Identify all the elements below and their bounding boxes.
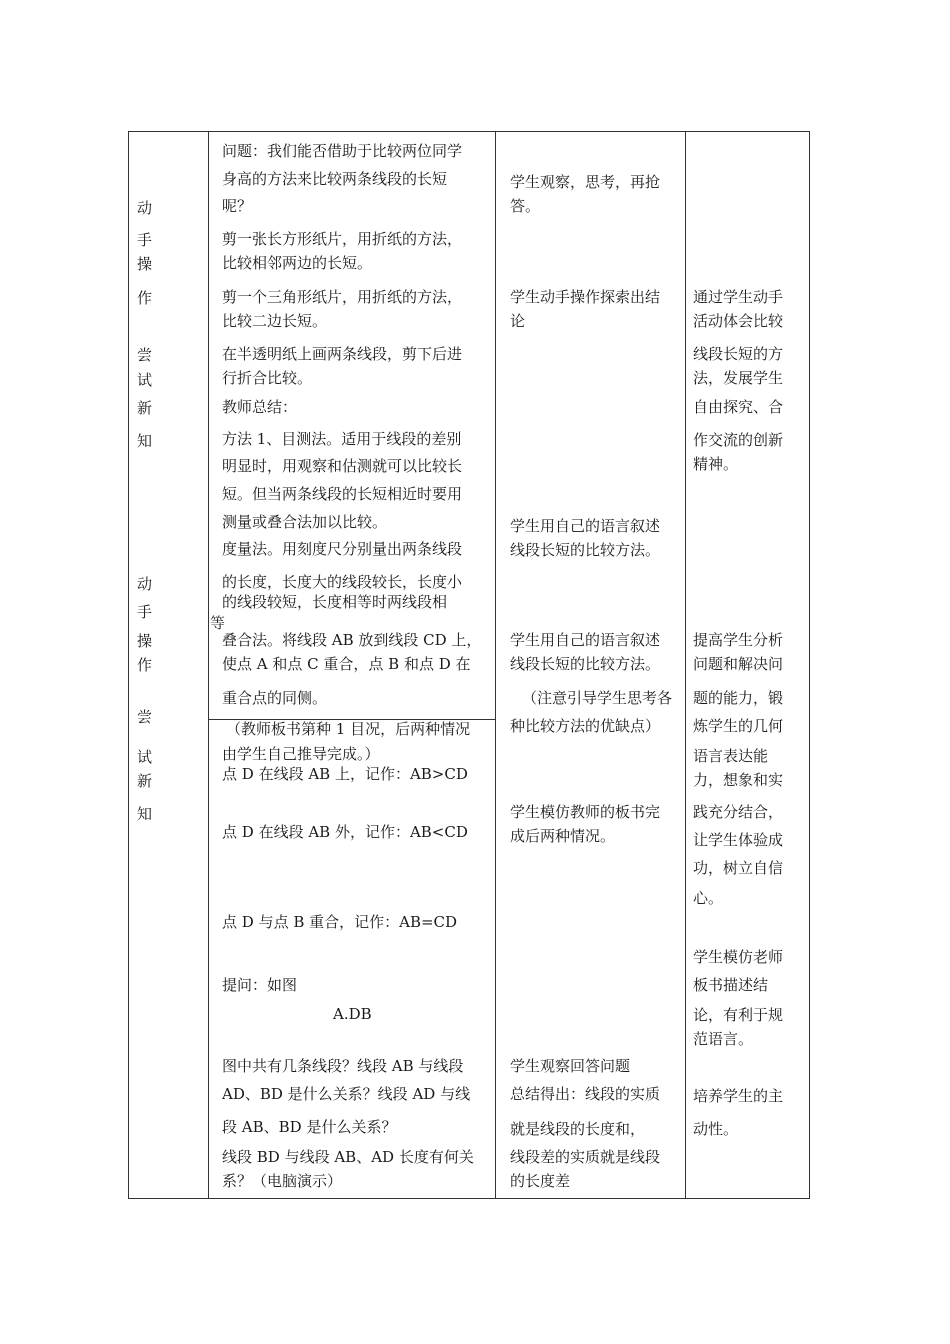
intent-line: 炼学生的几何: [693, 717, 784, 735]
content-line: 短。但当两条线段的长短相近时要用: [222, 485, 463, 503]
table-border-left: [128, 131, 129, 1199]
content-line: 系？（电脑演示）: [222, 1172, 343, 1190]
intent-line: 板书描述结: [693, 976, 769, 994]
student-line: 线段差的实质就是线段: [510, 1148, 661, 1166]
student-line: （注意引导学生思考各: [522, 689, 673, 707]
content-line: 提问：如图: [222, 976, 298, 994]
content-line: 明显时，用观察和估测就可以比较长: [222, 457, 463, 475]
content-line: AD、BD 是什么关系？线段 AD 与线: [222, 1085, 471, 1103]
intent-line: 活动体会比较: [693, 312, 784, 330]
content-line: 点 D 在线段 AB 外，记作：AB<CD: [222, 823, 468, 841]
section-label-char: 试: [137, 371, 153, 389]
intent-line: 提高学生分析: [693, 631, 784, 649]
section-label-char: 手: [137, 231, 153, 249]
intent-line: 精神。: [693, 455, 739, 473]
content-line: 呢？: [222, 197, 253, 215]
intent-line: 语言表达能: [693, 747, 769, 765]
student-line: 答。: [510, 197, 541, 215]
intent-line: 践充分结合，: [693, 803, 784, 821]
student-line: 学生动手操作探索出结: [510, 288, 661, 306]
content-line: 由学生自己推导完成。）: [222, 745, 380, 763]
student-line: 学生模仿教师的板书完: [510, 803, 661, 821]
section-label-char: 知: [137, 432, 153, 450]
content-line-clipped-text: 等: [210, 614, 226, 632]
student-line: 总结得出：线段的实质: [510, 1085, 661, 1103]
intent-line: 作交流的创新: [693, 431, 784, 449]
intent-line: 范语言。: [693, 1030, 754, 1048]
section-label-char: 尝: [137, 346, 153, 364]
intent-line: 心。: [693, 889, 724, 907]
student-line: 学生用自己的语言叙述: [510, 631, 661, 649]
section-label-char: 手: [137, 603, 153, 621]
content-line: 身高的方法来比较两条线段的长短: [222, 170, 448, 188]
student-line: 论: [510, 312, 526, 330]
content-line: 段 AB、BD 是什么关系？: [222, 1118, 397, 1136]
content-line: 比较相邻两边的长短。: [222, 254, 373, 272]
table-border-top: [128, 131, 810, 132]
content-line: 比较二边长短。: [222, 312, 328, 330]
content-line: 图中共有几条线段？线段 AB 与线段: [222, 1057, 464, 1075]
content-line-clipped-text: （教师板书第种 1 目况，后两种情况: [226, 720, 471, 738]
intent-line: 功，树立自信: [693, 859, 784, 877]
section-label-char: 操: [137, 255, 153, 273]
figure-label: A.DB: [333, 1005, 372, 1023]
section-label-char: 新: [137, 772, 153, 790]
content-line: 叠合法。将线段 AB 放到线段 CD 上，: [222, 631, 482, 649]
section-label-char: 试: [137, 748, 153, 766]
table-border-right: [809, 131, 810, 1199]
intent-line: 通过学生动手: [693, 288, 784, 306]
section-label-char: 操: [137, 632, 153, 650]
intent-line: 自由探究、合: [693, 398, 784, 416]
intent-line: 题的能力，锻: [693, 689, 784, 707]
student-line: 学生观察，思考，再抢: [510, 173, 661, 191]
content-line: 在半透明纸上画两条线段，剪下后进: [222, 345, 463, 363]
content-line: 点 D 与点 B 重合，记作：AB=CD: [222, 913, 458, 931]
section-label-char: 动: [137, 575, 153, 593]
content-line: 线段 BD 与线段 AB、AD 长度有何关: [222, 1148, 474, 1166]
section-label-char: 作: [137, 289, 153, 307]
student-line: 就是线段的长度和，: [510, 1120, 646, 1138]
section-label-char: 尝: [137, 708, 153, 726]
content-line: 问题：我们能否借助于比较两位同学: [222, 142, 463, 160]
content-line: 度量法。用刻度尺分别量出两条线段: [222, 540, 463, 558]
student-line: 线段长短的比较方法。: [510, 655, 661, 673]
section-label-char: 动: [137, 199, 153, 217]
content-line: 使点 A 和点 C 重合，点 B 和点 D 在: [222, 655, 471, 673]
content-line: 测量或叠合法加以比较。: [222, 513, 388, 531]
content-line: 剪一张长方形纸片，用折纸的方法，: [222, 230, 463, 248]
intent-line: 法，发展学生: [693, 369, 784, 387]
content-line-clipped: [210, 611, 226, 632]
student-line: 的长度差: [510, 1172, 571, 1190]
intent-line: 让学生体验成: [693, 831, 784, 849]
section-label-char: 作: [137, 656, 153, 674]
content-line: 的长度，长度大的线段较长，长度小: [222, 573, 463, 591]
content-line: 教师总结：: [222, 398, 298, 416]
intent-line: 力，想象和实: [693, 771, 784, 789]
intent-line: 培养学生的主: [693, 1087, 784, 1105]
student-line: 成后两种情况。: [510, 827, 616, 845]
student-line: 学生用自己的语言叙述: [510, 517, 661, 535]
student-line: 学生观察回答问题: [510, 1057, 631, 1075]
content-line: 方法 1、目测法。适用于线段的差别: [222, 430, 462, 448]
content-line: 剪一个三角形纸片，用折纸的方法，: [222, 288, 463, 306]
student-line: 种比较方法的优缺点）: [510, 717, 661, 735]
section-label-char: 新: [137, 399, 153, 417]
intent-line: 问题和解决问: [693, 655, 784, 673]
content-line: 行折合比较。: [222, 369, 313, 387]
table-border-bottom: [128, 1198, 810, 1199]
section-label-char: 知: [137, 805, 153, 823]
column-divider-1: [208, 131, 209, 1199]
content-line: 的线段较短，长度相等时两线段相: [222, 593, 448, 611]
intent-line: 学生模仿老师: [693, 948, 784, 966]
content-line: 重合点的同侧。: [222, 689, 328, 707]
column-divider-2: [495, 131, 496, 1199]
content-line: 点 D 在线段 AB 上，记作：AB>CD: [222, 765, 468, 783]
intent-line: 论，有利于规: [693, 1006, 784, 1024]
student-line: 线段长短的比较方法。: [510, 541, 661, 559]
content-line-clipped: [226, 720, 471, 738]
intent-line: 动性。: [693, 1120, 739, 1138]
intent-line: 线段长短的方: [693, 345, 784, 363]
column-divider-3: [685, 131, 686, 1199]
